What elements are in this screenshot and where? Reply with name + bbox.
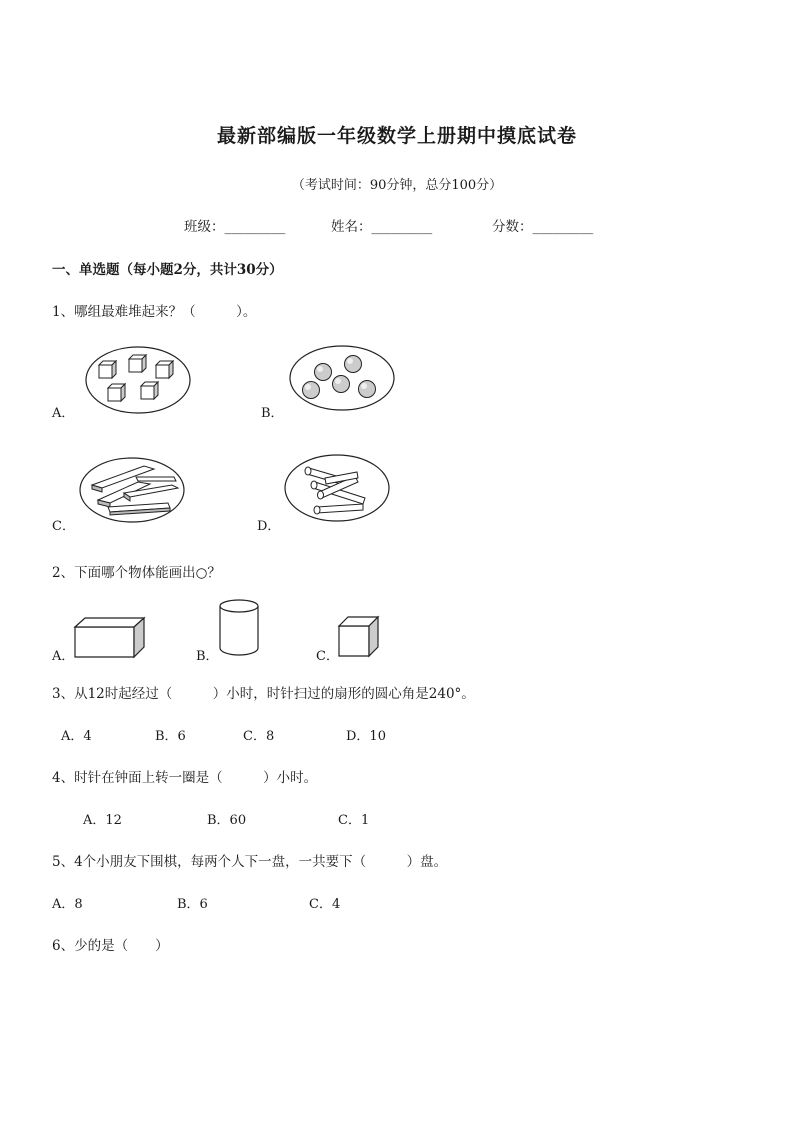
class-field-label: 班级：_________ xyxy=(184,219,286,235)
q2-option-c-label: C． xyxy=(316,649,339,664)
q5-option-a: A．8 xyxy=(52,897,83,912)
q4-option-a: A．12 xyxy=(83,813,122,828)
cylinder-image xyxy=(218,598,260,658)
boards-plate-image xyxy=(78,455,186,525)
cubes-plate-image xyxy=(84,344,192,414)
question-3-text: 3、从12时起经过（ ）小时，时针扫过的扇形的圆心角是240°。 xyxy=(52,686,475,702)
q1-option-c-label: C． xyxy=(52,519,75,534)
q2-option-b-label: B． xyxy=(196,649,219,664)
q3-option-d: D．10 xyxy=(346,729,386,744)
logs-plate-image xyxy=(283,452,391,524)
q4-option-c: C．1 xyxy=(338,813,370,828)
q3-option-a: A．4 xyxy=(61,729,92,744)
section-heading-single-choice: 一、单选题（每小题2分，共计30分） xyxy=(52,262,283,278)
score-field-label: 分数：_________ xyxy=(492,219,594,235)
q3-option-b: B．6 xyxy=(155,729,186,744)
q5-option-c: C．4 xyxy=(309,897,341,912)
q2-option-a-label: A． xyxy=(52,649,75,664)
cube-image xyxy=(338,616,380,658)
q1-option-d-label: D． xyxy=(257,519,281,534)
q1-option-b-label: B． xyxy=(261,406,284,421)
question-2-text: 2、下面哪个物体能画出○？ xyxy=(52,565,221,581)
q5-option-b: B．6 xyxy=(177,897,208,912)
exam-subtitle: （考试时间：90分钟，总分100分） xyxy=(291,178,503,193)
exam-title: 最新部编版一年级数学上册期中摸底试卷 xyxy=(216,125,577,147)
q4-option-b: B．60 xyxy=(207,813,247,828)
q1-option-a-label: A． xyxy=(52,406,75,421)
question-1-text: 1、哪组最难堆起来？（ ）。 xyxy=(52,304,257,320)
question-5-text: 5、4个小朋友下围棋，每两个人下一盘，一共要下（ ）盘。 xyxy=(52,854,448,870)
cuboid-image xyxy=(74,617,146,659)
question-6-text: 6、少的是（ ） xyxy=(52,938,169,954)
question-4-text: 4、时针在钟面上转一圈是（ ）小时。 xyxy=(52,770,318,786)
balls-plate-image xyxy=(289,344,395,412)
name-field-label: 姓名：_________ xyxy=(331,219,433,235)
q3-option-c: C．8 xyxy=(243,729,275,744)
